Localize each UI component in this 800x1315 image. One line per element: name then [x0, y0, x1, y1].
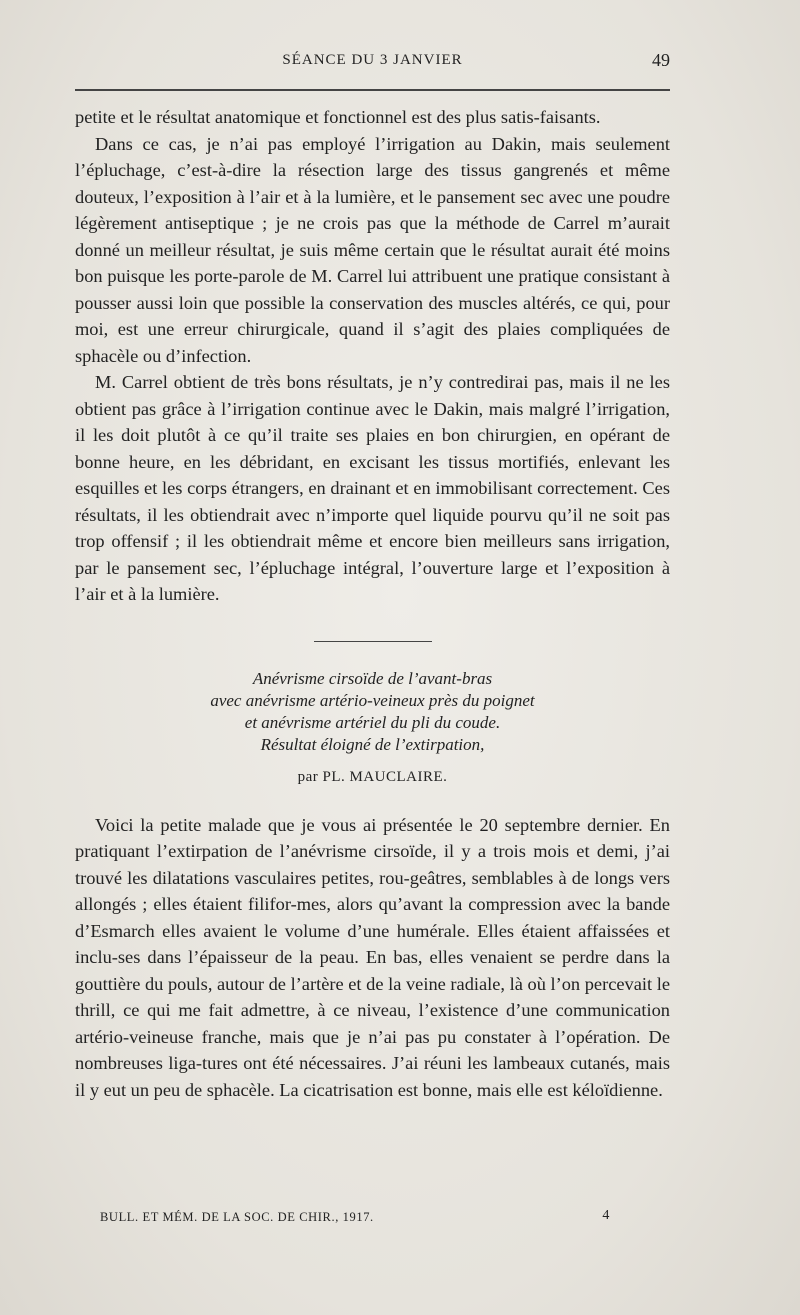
running-head: SÉANCE DU 3 JANVIER: [282, 52, 463, 68]
paragraph: M. Carrel obtient de très bons résultats, je n’y contredirai pas, mais il ne les obtient pas grâce à l’irrigation continue avec le Dakin, mais malgré l’irrigation, il les doit plutôt à ce qu’il traite ses plaies en bon chirurgien, en opérant de bonne heure, en les débridant, en excisant les tissus mortifiés, enlevant les esquilles et les corps étrangers, en drainant et en immobilisant correctement. Ces résultats, il les obtiendrait avec n’importe quel liquide pourvu qu’il ne soit pas trop offensif ; il les obtiendrait même et encore bien meilleurs sans irrigation, par le pansement sec, l’épluchage intégral, l’ouverture large et l’exposition à l’air et à la lumière.: [75, 372, 670, 604]
title-line: avec anévrisme artério-veineux près du poignet: [210, 690, 535, 710]
header-rule: [75, 89, 670, 91]
body-text: [75, 104, 670, 1103]
title-line: Anévrisme cirsoïde de l’avant-bras: [252, 668, 493, 688]
author-line: par PL. MAUCLAIRE.: [297, 768, 448, 785]
paragraph: Voici la petite malade que je vous ai présentée le 20 septembre dernier. En pratiquant l’extirpation de l’anévrisme cirsoïde, il y a trois mois et demi, j’ai trouvé les dilatations vasculaires petites, rou-geâtres, semblables à de longs vers allongés ; elles étaient filifor-mes, alors qu’avant la compression avec la bande d’Esmarch elles avaient le volume d’une humérale. Elles étaient affaissées et inclu-ses dans l’épaisseur de la peau. En bas, elles venaient se perdre dans la gouttière du pouls, autour de l’artère et de la veine radiale, là où l’on percevait le thrill, ce qui me fait admettre, à ce niveau, l’existence d’une communication artério-veineuse franche, mais que je n’ai pas pu constater à l’opération. De nombreuses liga-tures ont été nécessaires. J’ai réuni les lambeaux cutanés, mais il y eut un peu de sphacèle. La cicatrisation est bonne, mais elle est kéloïdienne.: [75, 814, 670, 1100]
page-footer: [100, 1210, 620, 1230]
page-number: 49: [652, 50, 670, 70]
title-line: Résultat éloigné de l’extirpation,: [260, 734, 485, 754]
paragraph: Dans ce cas, je n’ai pas employé l’irrigation au Dakin, mais seulement l’épluchage, c’est-à-dire la résection large des tissus gangrenés et même douteux, l’exposition à l’air et à la lumière, et le pansement sec avec une poudre légèrement antiseptique ; je ne crois pas que la méthode de Carrel m’aurait donné un meilleur résultat, je suis même certain que le résultat aurait été moins bon puisque les porte-parole de M. Carrel lui attribuent une pratique consistant à pousser aussi loin que possible la conservation des muscles altérés, ce qui, pour moi, est une erreur chirurgicale, quand il s’agit des plaies compliquées de sphacèle ou d’infection.: [75, 133, 670, 366]
section-title: [75, 668, 670, 756]
journal-citation: BULL. ET MÉM. DE LA SOC. DE CHIR., 1917.: [100, 1210, 374, 1224]
section-divider: [314, 641, 432, 642]
page-header: [75, 50, 670, 80]
paragraph-continuation: petite et le résultat anatomique et fonctionnel est des plus satis-faisants.: [75, 107, 601, 127]
title-line: et anévrisme artériel du pli du coude.: [244, 712, 501, 732]
signature-mark: 4: [602, 1208, 610, 1223]
